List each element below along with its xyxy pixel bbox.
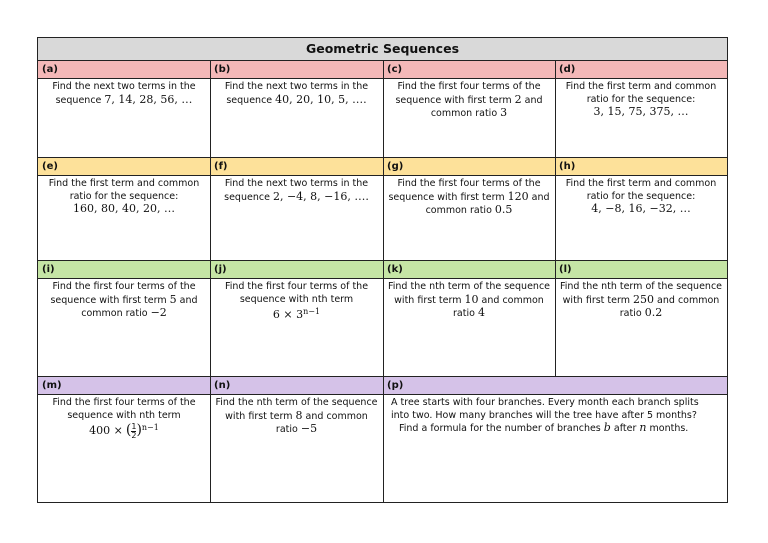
question-h [555,177,727,218]
question-text: and common ratio [275,410,368,435]
sequence: 4, −8, 16, −32, … [591,202,691,215]
question-text: Find the first four terms of the sequence with first term [50,281,196,306]
sequence: 160, 80, 40, 20, … [73,202,175,215]
cell-label-k: (k) [383,261,555,279]
question-b [210,80,383,108]
question-text: into two. How many branches will the tree have after 5 months? [391,409,697,421]
cell-label-e: (e) [38,158,210,176]
question-text: Find the nth term of the sequence with first term [559,281,723,306]
question-text: after [613,423,637,434]
open-paren: ( [125,422,132,439]
variable-b: b [603,421,611,434]
cell-label-p: (p) [383,377,727,395]
sequence: 40, 20, 10, 5, …. [275,92,367,106]
cell-label-i: (i) [38,261,210,279]
question-text: and common ratio [453,294,544,319]
question-text: Find the next two terms in the sequence [52,81,196,106]
sequence: 7, 14, 28, 56, … [104,92,193,106]
common-ratio: −2 [150,306,167,319]
cell-label-g: (g) [383,158,555,176]
cell-label-n: (n) [210,377,383,395]
common-ratio: 3 [500,106,508,119]
question-text: and common ratio [81,294,198,319]
nth-term: 6 × 3 [272,308,304,322]
cell-label-h: (h) [555,158,727,176]
question-j [210,280,383,324]
first-term: 250 [633,292,655,306]
question-text: and common ratio [430,94,543,119]
first-term: 120 [507,189,529,203]
question-text: Find the first four terms of the sequence with nth term [52,397,196,421]
first-term: 8 [295,408,303,422]
question-text: Find the nth term of the sequence with first term [387,281,551,306]
question-text: Find the first term and common ratio for the sequence: [565,178,717,202]
question-text: months. [649,423,689,434]
question-text: Find the first term and common ratio for the sequence: [565,81,717,105]
question-l [555,280,727,322]
question-k [383,280,555,322]
cell-label-b: (b) [210,61,383,79]
cell-label-f: (f) [210,158,383,176]
question-text: Find a formula for the number of branches [399,423,601,434]
question-text: Find the first term and common ratio for the sequence: [48,178,200,202]
question-m [38,396,210,441]
column-divider [210,61,211,502]
question-i [38,280,210,322]
question-text: Find the first four terms of the sequence with first term [395,81,541,106]
cell-label-j: (j) [210,261,383,279]
fraction-numerator: 1 [131,422,137,432]
question-text: and common ratio [425,191,550,216]
question-c [383,80,555,122]
question-g [383,177,555,219]
exponent: n−1 [141,423,159,432]
question-text: Find the first four terms of the sequence with nth term [224,281,369,305]
column-divider [383,61,384,502]
close-paren: ) [136,422,142,439]
worksheet-title: Geometric Sequences [38,38,727,61]
variable-n: n [639,421,647,434]
question-text: A tree starts with four branches. Every month each branch splits [391,397,699,408]
common-ratio: 4 [477,306,485,319]
cell-label-c: (c) [383,61,555,79]
question-text: and common ratio [619,294,720,319]
common-ratio: 0.2 [644,306,663,319]
question-a [38,80,210,108]
fraction-denominator: 2 [131,431,137,441]
exponent: n−1 [303,307,321,316]
cell-label-a: (a) [38,61,210,79]
question-text: Find the nth term of the sequence with first term [215,397,378,422]
cell-label-d: (d) [555,61,727,79]
worksheet-table [37,37,728,503]
question-d [555,80,727,121]
column-divider [555,61,556,377]
cell-label-m: (m) [38,377,210,395]
question-e [38,177,210,218]
first-term: 5 [169,292,177,306]
first-term: 2 [514,92,522,106]
sequence: 2, −4, 8, −16, …. [272,189,369,203]
question-p [383,396,727,437]
question-text: Find the first four terms of the sequence with first term [388,178,541,203]
question-text: Find the next two terms in the sequence [224,178,369,203]
nth-term: 400 × [89,424,123,438]
common-ratio: −5 [300,422,318,435]
first-term: 10 [464,292,479,306]
question-text: Find the next two terms in the sequence [224,81,369,106]
sequence: 3, 15, 75, 375, … [593,105,689,118]
question-n [210,396,383,438]
common-ratio: 0.5 [494,203,513,216]
question-f [210,177,383,205]
cell-label-l: (l) [555,261,727,279]
